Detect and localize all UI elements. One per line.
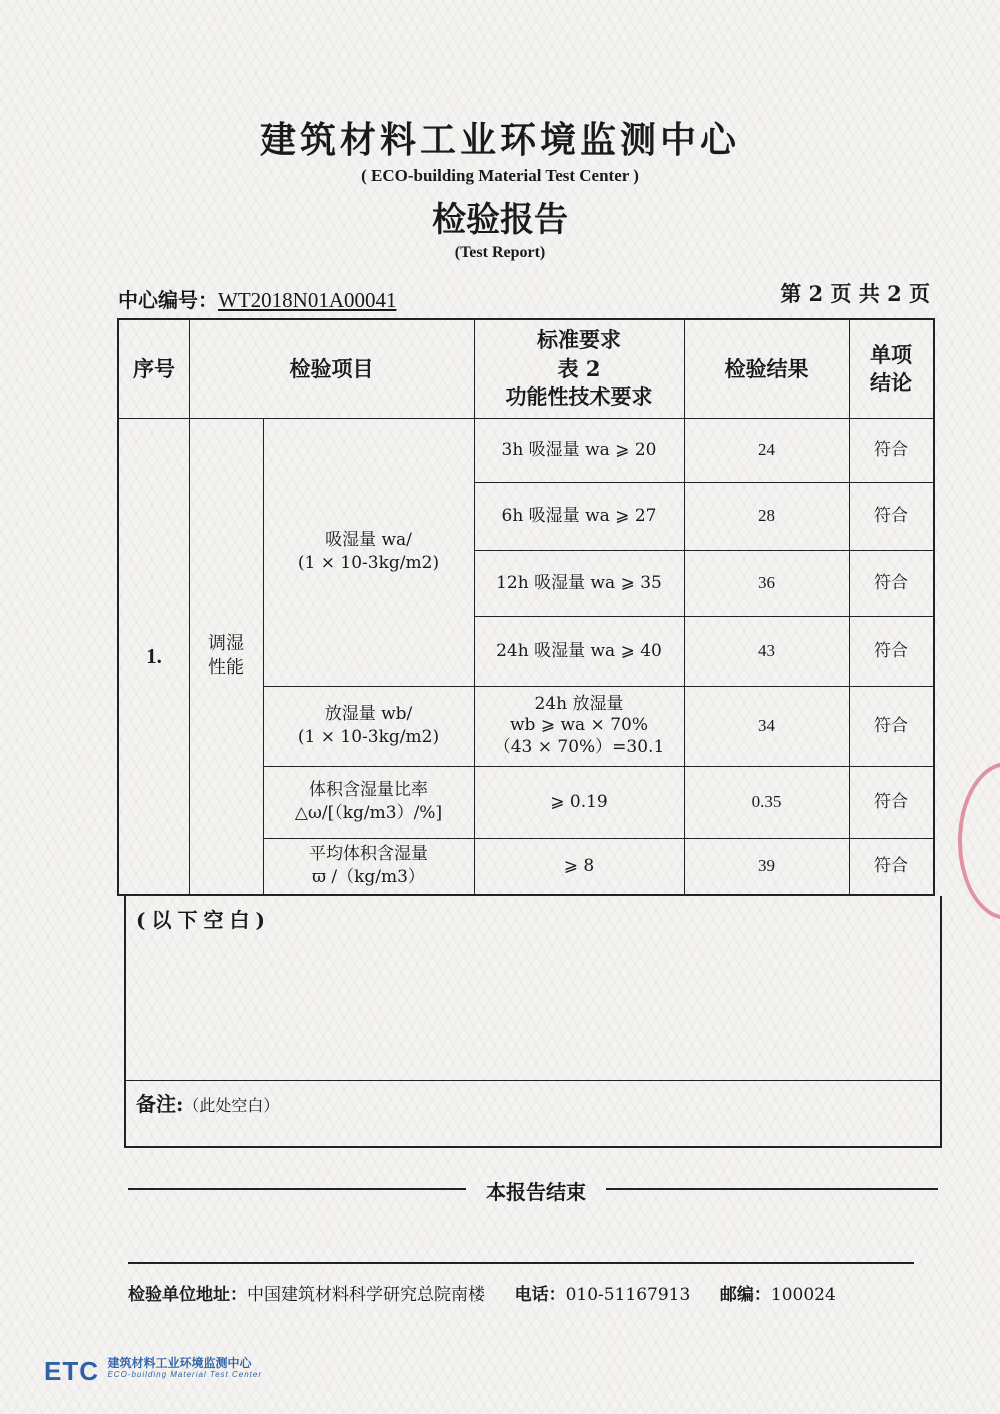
standard-line3: （43 × 70%）=30.1	[493, 736, 665, 757]
end-divider-right	[606, 1188, 938, 1190]
group-avg	[263, 838, 474, 894]
group-ratio-unit: △ω/[（kg/m3）/%]	[294, 803, 443, 823]
zip-label: 邮编：	[719, 1285, 771, 1305]
group-ratio-name: 体积含湿量比率	[309, 780, 428, 801]
center-number-value: WT2018N01A00041	[218, 288, 397, 312]
remarks	[136, 1088, 279, 1117]
table-row-result: 34	[758, 715, 775, 735]
end-divider-left	[128, 1188, 466, 1190]
address-value: 中国建筑材料科学研究总院南楼	[247, 1285, 485, 1305]
table-row-result: 43	[758, 640, 775, 660]
header-verdict-line2: 结论	[870, 370, 912, 395]
header-result: 检验结果	[724, 355, 809, 381]
standard-line2: wb ⩾ wa × 70%	[509, 715, 648, 736]
row-seq: 1.	[146, 643, 162, 668]
group-absorb-unit: (1 × 10-3kg/m2)	[297, 553, 440, 573]
table-row-standard: 3h 吸湿量 wa ⩾ 20	[501, 439, 657, 460]
notes-divider	[126, 1080, 940, 1081]
zip-value: 100024	[770, 1285, 836, 1305]
table-row-result: 24	[758, 439, 775, 459]
table-row-standard: 6h 吸湿量 wa ⩾ 27	[501, 505, 657, 526]
seal-stamp-icon	[958, 762, 1000, 920]
logo-mark: ETC	[44, 1356, 99, 1386]
header-standard-line1: 标准要求	[537, 327, 621, 353]
table-row-verdict: 符合	[874, 640, 908, 661]
report-end-text: 本报告结束	[486, 1180, 586, 1204]
table-row-standard	[474, 686, 684, 766]
remarks-label: 备注:	[136, 1092, 184, 1116]
group-absorb-name: 吸湿量 wa/	[325, 530, 412, 551]
group-absorb	[263, 418, 474, 686]
table-row-standard: 24h 吸湿量 wa ⩾ 40	[496, 640, 662, 661]
table-row-verdict: 符合	[874, 715, 908, 736]
header-verdict-line1: 单项	[870, 341, 912, 367]
center-number	[118, 284, 396, 313]
logo-text	[107, 1356, 262, 1380]
report-org-title: 建筑材料工业环境监测中心	[259, 119, 740, 161]
header-item: 检验项目	[289, 355, 374, 381]
table-row-standard: ⩾ 0.19	[550, 791, 608, 812]
group-release	[263, 686, 474, 766]
table-row-result: 36	[758, 572, 775, 592]
phone-label: 电话：	[514, 1285, 566, 1305]
footer-contact	[128, 1280, 836, 1305]
table-row-result: 39	[758, 855, 775, 875]
results-table	[117, 318, 935, 896]
logo-name-cn: 建筑材料工业环境监测中心	[107, 1356, 252, 1370]
report-org-title-en: ( ECO-building Material Test Center )	[361, 166, 639, 185]
table-row-standard: 12h 吸湿量 wa ⩾ 35	[496, 572, 662, 593]
phone-value: 010-51167913	[565, 1285, 691, 1305]
category-line1: 调湿	[208, 632, 244, 654]
group-release-unit: (1 × 10-3kg/m2)	[297, 727, 440, 747]
table-row-verdict: 符合	[874, 572, 908, 593]
group-release-name: 放湿量 wb/	[324, 704, 413, 725]
standard-line1: 24h 放湿量	[534, 694, 624, 715]
blank-marker: (以下空白)	[136, 908, 271, 932]
table-row-verdict: 符合	[874, 439, 908, 460]
category-line2: 性能	[208, 657, 244, 678]
logo-name-en: ECO-building Material Test Center	[107, 1370, 262, 1379]
table-row-result: 0.35	[751, 791, 782, 811]
table-row-result: 28	[758, 505, 775, 525]
notes-box	[124, 896, 942, 1148]
table-row-standard: ⩾ 8	[563, 855, 595, 876]
group-avg-name: 平均体积含湿量	[309, 844, 428, 865]
table-row-verdict: 符合	[874, 855, 908, 876]
address-label: 检验单位地址：	[128, 1285, 247, 1305]
report-title-en: (Test Report)	[454, 244, 546, 261]
table-row-verdict: 符合	[874, 505, 908, 526]
center-number-label: 中心编号：	[118, 288, 218, 312]
header-standard-line2: 表 2	[557, 355, 601, 381]
group-ratio	[263, 766, 474, 838]
header-standard	[474, 320, 684, 418]
category-cell	[189, 418, 263, 894]
etc-logo	[44, 1356, 262, 1387]
page-indicator: 第 2 页 共 2 页	[780, 281, 930, 306]
report-title: 检验报告	[432, 200, 568, 240]
footer-divider	[128, 1262, 914, 1264]
header-standard-line3: 功能性技术要求	[505, 384, 653, 410]
remarks-value: （此处空白）	[183, 1096, 280, 1115]
table-row-verdict: 符合	[874, 791, 908, 812]
header-verdict	[849, 320, 933, 418]
header-seq: 序号	[133, 355, 175, 381]
group-avg-unit: ϖ /（kg/m3）	[312, 867, 425, 887]
